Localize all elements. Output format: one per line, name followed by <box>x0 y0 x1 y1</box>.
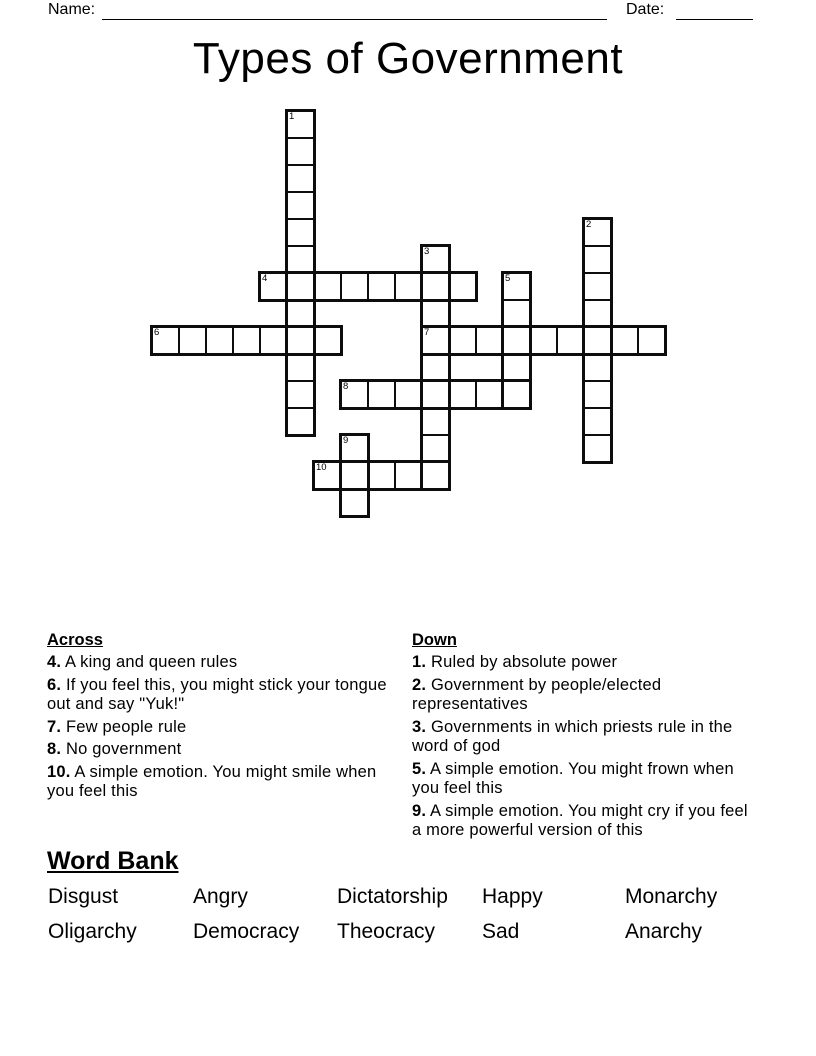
date-label: Date: <box>626 1 665 18</box>
clue-down-2: 2. Government by people/elected representatives <box>412 675 662 713</box>
page-title: Types of Government <box>192 34 624 83</box>
clue-down-9: 9. A simple emotion. You might cry if you feel a more powerful version of this <box>412 801 748 839</box>
clue-number: 5. <box>412 759 427 778</box>
word-bank-word: Sad <box>482 920 520 943</box>
down-heading: Down <box>412 631 457 649</box>
clue-number: 2. <box>412 675 427 694</box>
clue-across-8: 8. No government <box>47 740 182 758</box>
clue-number: 1. <box>412 653 427 671</box>
clue-down-3: 3. Governments in which priests rule in the word of god <box>412 717 733 755</box>
cell-number: 3 <box>424 246 430 257</box>
word-bank-word: Theocracy <box>337 920 436 943</box>
word-10-outline <box>312 460 451 491</box>
cell-number: 4 <box>262 273 268 284</box>
clue-across-10: 10. A simple emotion. You might smile when you feel this <box>47 762 377 800</box>
cell-number: 1 <box>289 111 295 122</box>
name-label: Name: <box>48 1 96 18</box>
cell-number: 9 <box>343 435 349 446</box>
cell-number: 5 <box>505 273 511 284</box>
clue-number: 8. <box>47 740 62 758</box>
cell-number: 2 <box>586 219 592 230</box>
clue-down-1: 1. Ruled by absolute power <box>412 653 618 671</box>
word-bank-word: Happy <box>482 885 543 908</box>
clue-number: 9. <box>412 801 427 820</box>
clue-number: 10. <box>47 762 71 781</box>
across-clue-list <box>47 653 393 802</box>
word-4-outline <box>258 271 478 302</box>
clue-down-5: 5. A simple emotion. You might frown when you feel this <box>412 759 734 797</box>
word-6-outline <box>150 325 343 356</box>
clue-number: 7. <box>47 717 62 736</box>
word-bank-heading: Word Bank <box>47 847 179 875</box>
down-clue-list <box>412 653 758 841</box>
word-bank-word: Monarchy <box>625 885 718 908</box>
across-clues-section <box>47 630 393 805</box>
word-bank-word: Oligarchy <box>48 920 137 943</box>
across-heading: Across <box>47 631 103 649</box>
word-7-outline <box>420 325 667 356</box>
word-bank-word: Democracy <box>193 920 300 943</box>
cell-number: 10 <box>316 462 327 473</box>
clue-across-6: 6. If you feel this, you might stick your tongue out and say "Yuk!" <box>47 675 387 713</box>
word-bank-word: Dictatorship <box>337 885 448 908</box>
cell-number: 7 <box>424 327 430 338</box>
clue-number: 3. <box>412 717 427 736</box>
cell-number: 6 <box>154 327 160 338</box>
word-bank-word: Angry <box>193 885 248 908</box>
word-bank-word: Anarchy <box>625 920 703 943</box>
clue-across-4: 4. A king and queen rules <box>47 653 238 671</box>
clue-number: 4. <box>47 653 62 671</box>
word-bank-word: Disgust <box>48 885 119 908</box>
clue-number: 6. <box>47 675 62 694</box>
word-8-outline <box>339 379 532 410</box>
down-clues-section <box>412 630 758 844</box>
cell-number: 8 <box>343 381 349 392</box>
clue-across-7: 7. Few people rule <box>47 717 187 736</box>
